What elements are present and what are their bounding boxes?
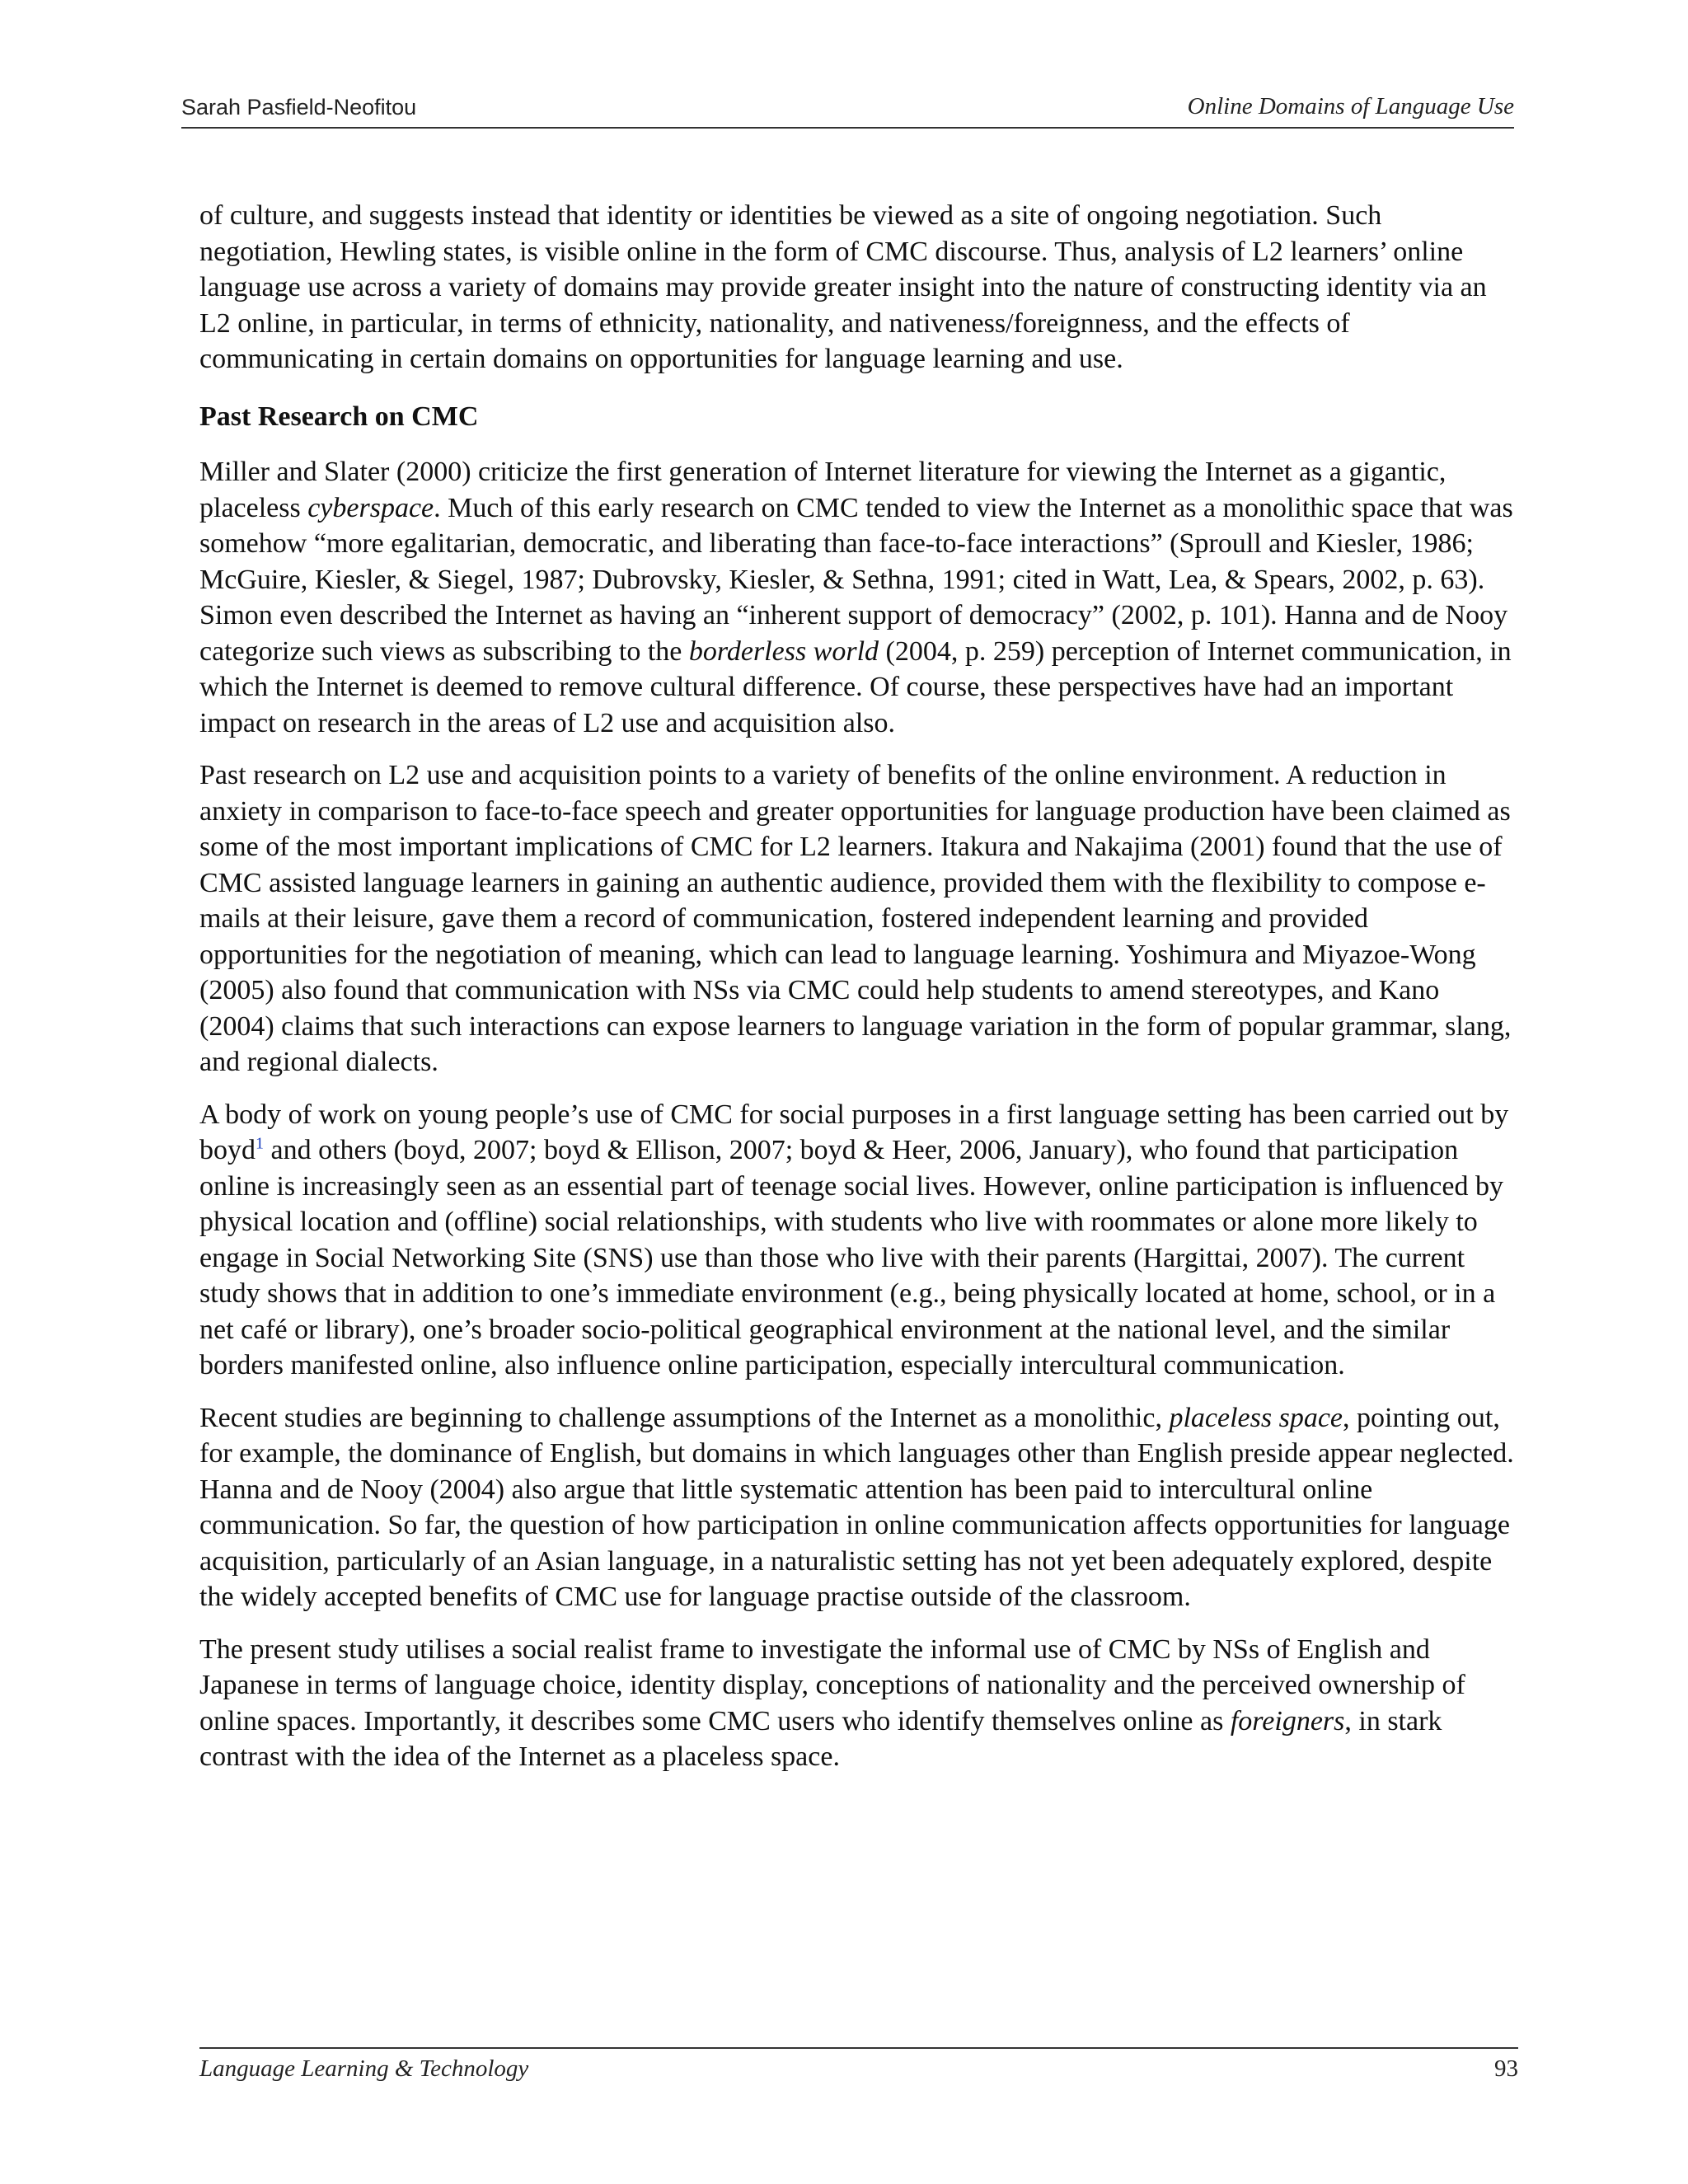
article-body — [199, 198, 1518, 1792]
emphasis-text: borderless world — [688, 635, 879, 667]
text-run: and others (boyd, 2007; boyd & Ellison, 2007; boyd & Heer, 2006, January), who found that participation online is increasingly seen as an essential part of teenage social lives. However, online participation is influenced by physical location and (offline) social relationships, with students who live with roommates or alone more likely to engage in Social Networking Site (SNS) use than those who live with their parents (Hargittai, 2007). The current study shows that in addition to one’s immediate environment (e.g., being physically located at home, school, or in a net café or library), one’s broader socio-political geographical environment at the national level, and the similar borders manifested online, also influence online participation, especially intercultural communication. — [199, 1135, 1503, 1380]
text-run: (2004, p. 259) perception of Internet communication, in which the Internet is deemed to remove cultural difference. Of course, these perspectives have had an important impact on research in the areas of L2 use and acquisition also. — [199, 635, 1512, 738]
paragraph-4 — [199, 1400, 1518, 1615]
paragraph-5 — [199, 1632, 1518, 1775]
running-footer — [199, 2047, 1518, 2088]
header-running-title: Online Domains of Language Use — [1187, 93, 1514, 120]
paragraph-continued: of culture, and suggests instead that identity or identities be viewed as a site of ongoing negotiation. Such negotiation, Hewling states, is visible online in the form of CMC discourse. Thus, analysis of L2 learners’ online language use across a variety of domains may provide greater insight into the nature of constructing identity via an L2 online, in particular, in terms of ethnicity, nationality, and nativeness/foreignness, and the effects of communicating in certain domains on opportunities for language learning and use. — [199, 200, 1487, 374]
text-run: The present study utilises a social realist frame to investigate the informal use of CMC by NSs of English and Japanese in terms of language choice, identity display, conceptions of nationality and the perceived ownership of online spaces. Importantly, it describes some CMC users who identify themselves online as — [199, 1633, 1465, 1736]
paragraph-1 — [199, 454, 1518, 741]
text-run: A body of work on young people’s use of CMC for social purposes in a first language setting has been carried out by boyd — [199, 1099, 1509, 1165]
text-run: , in stark contrast with the idea of the Internet as a placeless space. — [199, 1705, 1442, 1772]
text-run: , pointing out, for example, the dominance of English, but domains in which languages other than English preside appear neglected. Hanna and de Nooy (2004) also argue that little systematic attention has been paid to intercultural online communication. So far, the question of how participation in online communication affects opportunities for language acquisition, particularly of an Asian language, in a naturalistic setting has not yet been adequately explored, despite the widely accepted benefits of CMC use for language practise outside of the classroom. — [199, 1402, 1514, 1612]
emphasis-text: placeless space — [1169, 1402, 1343, 1433]
footer-journal-name: Language Learning & Technology — [199, 2055, 529, 2082]
text-run: . Much of this early research on CMC tended to view the Internet as a monolithic space that was somehow “more egalitarian, democratic, and liberating than face-to-face interactions” (Sproull and Kiesler, 1986; McGuire, Kiesler, & Siegel, 1987; Dubrovsky, Kiesler, & Sethna, 1991; cited in Watt, Lea, & Spears, 2002, p. 63). Simon even described the Internet as having an “inherent support of democracy” (2002, p. 101). Hanna and de Nooy categorize such views as subscribing to the — [199, 492, 1513, 667]
paragraph-3 — [199, 1097, 1518, 1384]
paragraph-2: Past research on L2 use and acquisition points to a variety of benefits of the online environment. A reduction in anxiety in comparison to face-to-face speech and greater opportunities for language production have been claimed as some of the most important implications of CMC for L2 learners. Itakura and Nakajima (2001) found that the use of CMC assisted language learners in gaining an authentic audience, provided them with the flexibility to compose e-mails at their leisure, gave them a record of communication, fostered independent learning and provided opportunities for the negotiation of meaning, which can lead to language learning. Yoshimura and Miyazoe-Wong (2005) also found that communication with NSs via CMC could help students to amend stereotypes, and Kano (2004) claims that such interactions can expose learners to language variation in the form of popular grammar, slang, and regional dialects. — [199, 760, 1512, 1077]
footnote-link[interactable]: 1 — [256, 1134, 264, 1153]
text-run: Recent studies are beginning to challenge assumptions of the Internet as a monolithic, — [199, 1402, 1170, 1433]
running-header — [181, 94, 1514, 129]
text-run: Miller and Slater (2000) criticize the first generation of Internet literature for viewing the Internet as a gigantic, placeless — [199, 457, 1447, 523]
emphasis-text: foreigners — [1230, 1705, 1345, 1736]
section-heading: Past Research on CMC — [199, 401, 479, 432]
emphasis-text: cyberspace — [307, 492, 434, 523]
page-number: 93 — [1494, 2055, 1518, 2082]
header-author: Sarah Pasfield-Neofitou — [181, 95, 417, 120]
